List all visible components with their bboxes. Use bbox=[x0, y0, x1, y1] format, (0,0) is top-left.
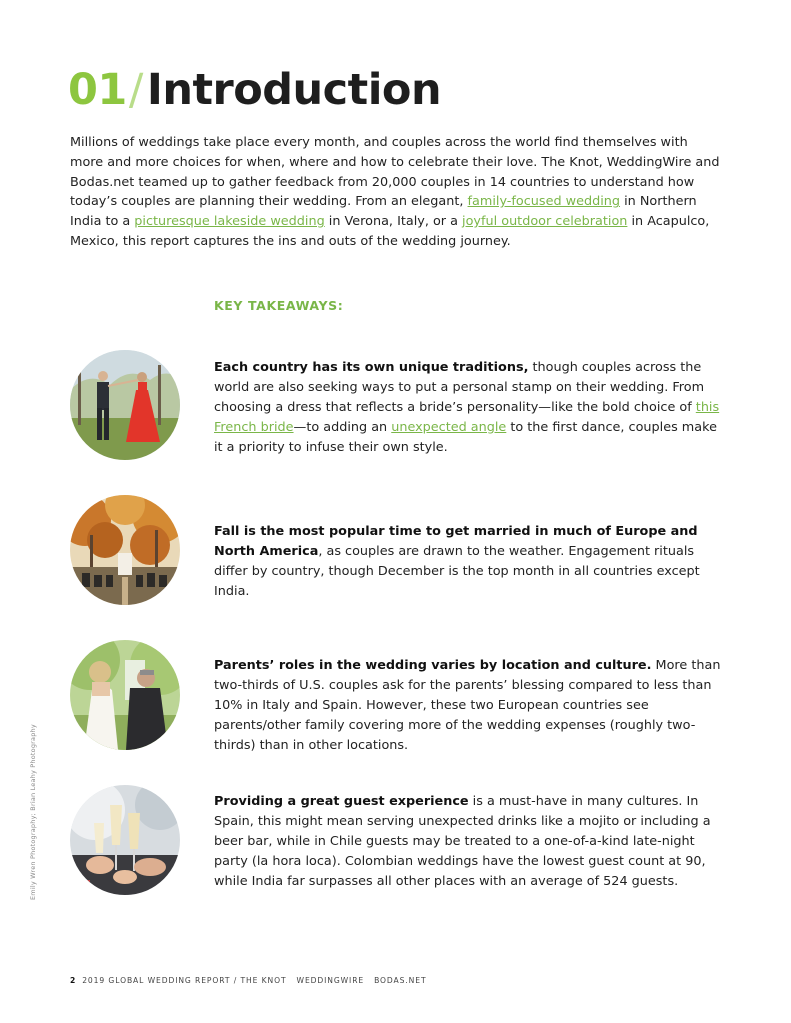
link-this-french-bride[interactable]: this French bride bbox=[214, 400, 720, 435]
page-number: 2 bbox=[70, 976, 77, 985]
key-takeaways-heading: KEY TAKEAWAYS: bbox=[214, 298, 344, 313]
photo-fall-ceremony bbox=[70, 495, 180, 605]
photo-couple-red-dress bbox=[70, 350, 180, 460]
section-number: 01 bbox=[68, 65, 127, 115]
takeaway-text: —to adding an bbox=[293, 420, 392, 435]
footer-brand-weddingwire: WEDDINGWIRE bbox=[296, 976, 365, 985]
footer-brand-bodas: BODAS.NET bbox=[374, 976, 427, 985]
takeaway-text: to the first dance, couples make it a priority to infuse their own style. bbox=[214, 420, 717, 455]
link-joyful-outdoor-celebration[interactable]: joyful outdoor celebration bbox=[462, 214, 628, 230]
takeaway-heading: Parents’ roles in the wedding varies by location and culture. bbox=[214, 658, 652, 673]
section-title: Introduction bbox=[146, 65, 442, 115]
intro-text: in Acapulco, Mexico, this report captures the ins and outs of the wedding journey. bbox=[70, 214, 710, 249]
title-slash: / bbox=[128, 65, 143, 115]
link-picturesque-lakeside-wedding[interactable]: picturesque lakeside wedding bbox=[134, 214, 325, 230]
takeaway-4 bbox=[214, 792, 729, 892]
footer-report-title: 2019 GLOBAL WEDDING REPORT / THE KNOT bbox=[82, 976, 287, 985]
takeaway-2 bbox=[214, 522, 729, 602]
takeaway-text: , as couples are drawn to the weather. Engagement rituals differ by country, though December is the top month in all countries except India. bbox=[214, 544, 700, 599]
page-title bbox=[68, 60, 441, 120]
intro-text: in Northern India to a bbox=[70, 194, 697, 230]
page-footer bbox=[70, 976, 427, 985]
intro-text: in Verona, Italy, or a bbox=[324, 214, 463, 230]
photo-credit-text: Emily Wren Photography; Brian Leahy Photography bbox=[29, 724, 37, 900]
takeaway-heading: Fall is the most popular time to get married in much of Europe and North America bbox=[214, 524, 698, 559]
photo-bride-with-father bbox=[70, 640, 180, 750]
takeaway-1 bbox=[214, 358, 729, 458]
takeaway-text: though couples across the world are also seeking ways to put a personal stamp on their wedding. From choosing a dress that reflects a bride’s personality—like the bold choice of bbox=[214, 360, 705, 415]
link-family-focused-wedding[interactable]: family-focused wedding bbox=[467, 194, 621, 210]
photo-credit bbox=[29, 724, 49, 900]
intro-paragraph bbox=[70, 133, 722, 252]
takeaway-text: More than two-thirds of U.S. couples ask for the parents’ blessing compared to less than 10% in Italy and Spain. However, these two European countries see parents/other family covering more of the wedding expenses (roughly two-thirds) than in other locations. bbox=[214, 658, 721, 753]
takeaway-text: is a must-have in many cultures. In Spain, this might mean serving unexpected drinks like a mojito or including a beer bar, while in Chile guests may be treated to a one-of-a-kind late-night party (la hora loca). Colombian weddings have the lowest guest count at 90, while India far surpasses all other places with an average of 524 guests. bbox=[214, 794, 711, 889]
photo-champagne-toast bbox=[70, 785, 180, 895]
takeaway-heading: Each country has its own unique traditions, bbox=[214, 360, 529, 375]
takeaway-3 bbox=[214, 656, 729, 756]
intro-text: Millions of weddings take place every month, and couples across the world find themselves with more and more choices for when, where and how to celebrate their love. The Knot, WeddingWire and Bodas.net teamed up to gather feedback from 20,000 couples in 14 countries to understand how today’s couples are planning their wedding. From an elegant, bbox=[70, 135, 720, 210]
link-unexpected-angle[interactable]: unexpected angle bbox=[391, 420, 507, 435]
takeaway-heading: Providing a great guest experience bbox=[214, 794, 469, 809]
